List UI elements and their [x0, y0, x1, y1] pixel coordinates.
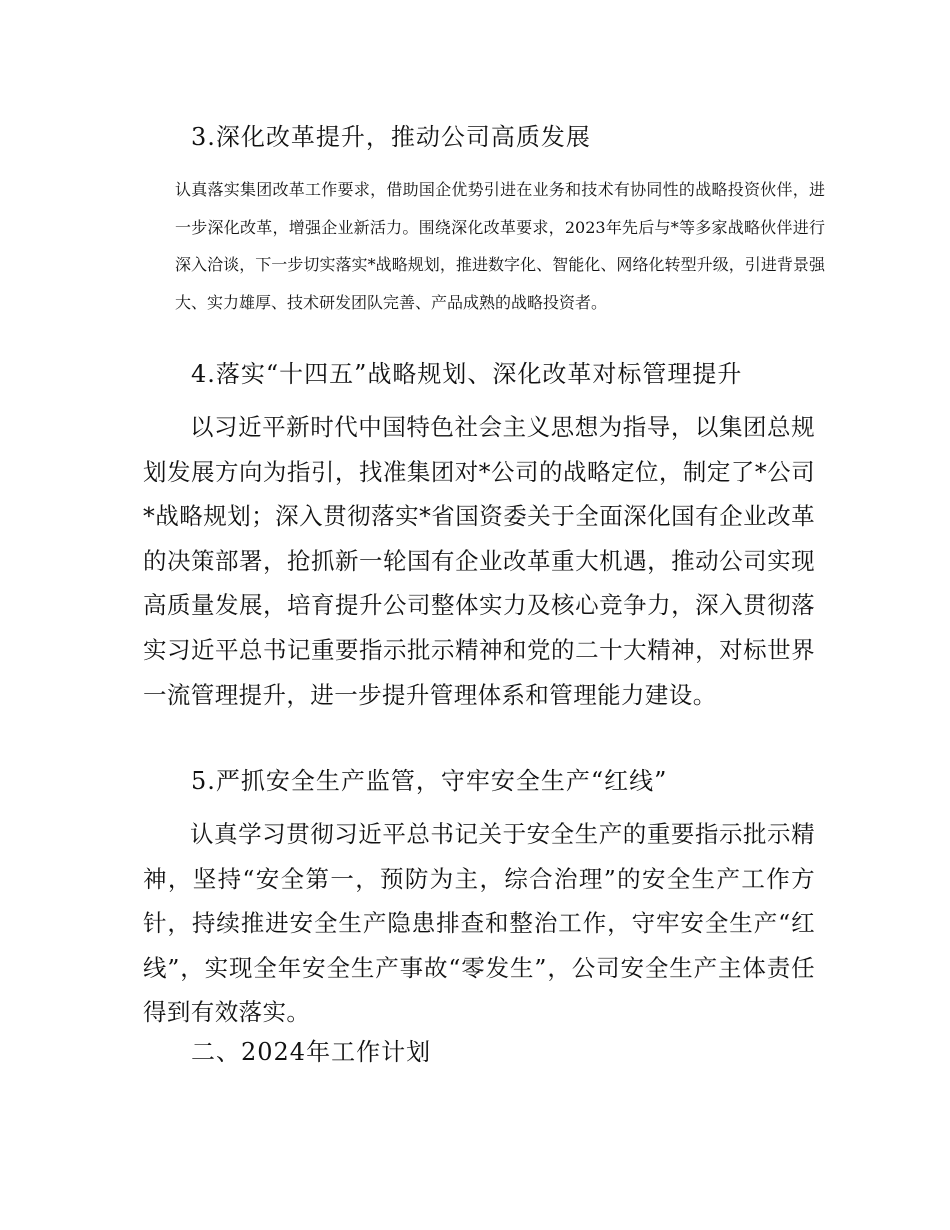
closing-heading: 二、2024年工作计划 [191, 1038, 432, 1066]
section-heading-5: 5.严抓安全生产监管，守牢安全生产“红线” [191, 767, 668, 795]
section-paragraph-3-text: 认真落实集团改革工作要求，借助国企优势引进在业务和技术有协同性的战略投资伙伴，进一步深化改革，增强企业新活力。围绕深化改革要求，2023年先后与*等多家战略伙伴进行深入洽谈，下一步切实落实*战略规划，推进数字化、智能化、网络化转型升级，引进背景强大、实力雄厚、技术研发团队完善、产品成熟的战略投资者。 [175, 180, 825, 312]
section-paragraph-5: 认真学习贯彻习近平总书记关于安全生产的重要指示批示精神，坚持“安全第一，预防为主，综合治理”的安全生产工作方针，持续推进安全生产隐患排查和整治工作，守牢安全生产“红线”，实现全年安全生产事故“零发生”，公司安全生产主体责任得到有效落实。 [143, 820, 815, 1027]
section-heading-3: 3.深化改革提升，推动公司高质发展 [191, 123, 591, 151]
section-paragraph-4: 以习近平新时代中国特色社会主义思想为指导，以集团总规划发展方向为指引，找准集团对*公司的战略定位，制定了*公司*战略规划；深入贯彻落实*省国资委关于全面深化国有企业改革的决策部署，抢抓新一轮国有企业改革重大机遇，推动公司实现高质量发展，培育提升公司整体实力及核心竞争力，深入贯彻落实习近平总书记重要指示批示精神和党的二十大精神，对标世界一流管理提升，进一步提升管理体系和管理能力建设。 [143, 413, 815, 709]
section-heading-4: 4.落实“十四五”战略规划、深化改革对标管理提升 [191, 360, 743, 388]
section-paragraph-3 [143, 171, 825, 321]
